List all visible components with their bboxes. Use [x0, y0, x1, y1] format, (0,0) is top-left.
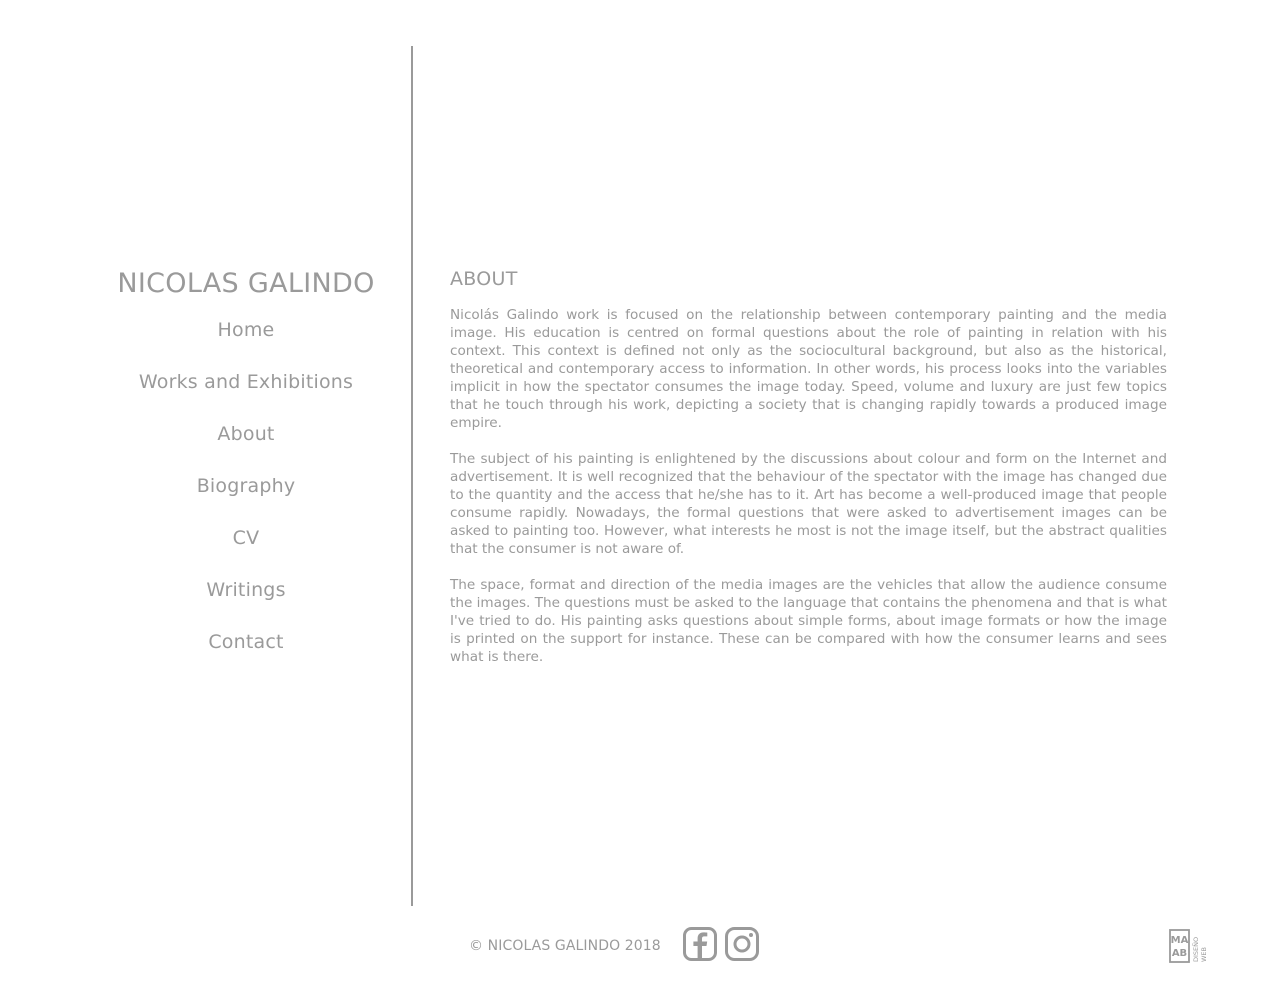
footer-copyright: © NICOLAS GALINDO 2018 [469, 938, 661, 954]
about-paragraph-1: Nicolás Galindo work is focused on the relationship between contemporary painting and the media image. His education is centred on formal questions about the role of painting in relation with his context. This context is defined not only as the sociocultural background, but also as the historical, theoretical and contemporary access to information. In other words, his process looks into the variables implicit in how the spectator consumes the image today. Speed, volume and luxury are just few topics that he touch through his work, depicting a society that is changing rapidly towards a produced image empire. [450, 307, 1167, 431]
page-heading: ABOUT [450, 268, 518, 290]
nav-link-contact[interactable]: Contact [208, 631, 284, 653]
studio-logo-line2: AB [1171, 948, 1188, 959]
main-content [450, 268, 1167, 684]
nav-item-about [80, 422, 412, 474]
nav-item-writings [80, 578, 412, 630]
nav-item-contact [80, 630, 412, 682]
nav-link-about[interactable]: About [217, 423, 275, 445]
site-title[interactable]: NICOLAS GALINDO [117, 268, 375, 299]
vertical-divider [411, 46, 413, 906]
facebook-icon[interactable] [683, 927, 717, 961]
nav-item-cv [80, 526, 412, 578]
about-paragraph-3: The space, format and direction of the media images are the vehicles that allow the audience consume the images. The questions must be asked to the language that contains the phenomena and that is what I've tried to do. His painting asks questions about simple forms, about image formats or how the image is printed on the support for instance. These can be compared with how the consumer learns and sees what is there. [450, 577, 1167, 665]
studio-logo-side1: DISEÑO [1192, 936, 1200, 962]
nav-link-biography[interactable]: Biography [196, 475, 296, 497]
facebook-glyph [683, 927, 717, 961]
studio-logo-line1: MA [1170, 935, 1189, 946]
nav-link-home[interactable]: Home [217, 319, 275, 341]
studio-logo-glyph [1169, 928, 1209, 964]
nav-link-works-and-exhibitions[interactable]: Works and Exhibitions [138, 371, 354, 393]
studio-credit-logo[interactable] [1169, 928, 1209, 964]
sidebar [80, 264, 412, 682]
studio-logo-side2: WEB [1200, 947, 1208, 962]
about-paragraph-2: The subject of his painting is enlightened by the discussions about colour and form on the Internet and advertisement. It is well recognized that the behaviour of the spectator with the image has changed due to the quantity and the access that he/she has to it. Art has become a well-produced image that people consume rapidly. Nowadays, the formal questions that were asked to advertisement images can be asked to painting too. However, what interests he most is not the image itself, but the abstract qualities that the consumer is not aware of. [450, 451, 1167, 557]
nav-item-works-and-exhibitions [80, 370, 412, 422]
nav-link-writings[interactable]: Writings [206, 579, 286, 601]
nav-item-home [80, 318, 412, 370]
instagram-icon[interactable] [725, 927, 759, 961]
main-nav [80, 318, 412, 682]
nav-item-biography [80, 474, 412, 526]
nav-link-cv[interactable]: CV [232, 527, 260, 549]
instagram-glyph [725, 927, 759, 961]
